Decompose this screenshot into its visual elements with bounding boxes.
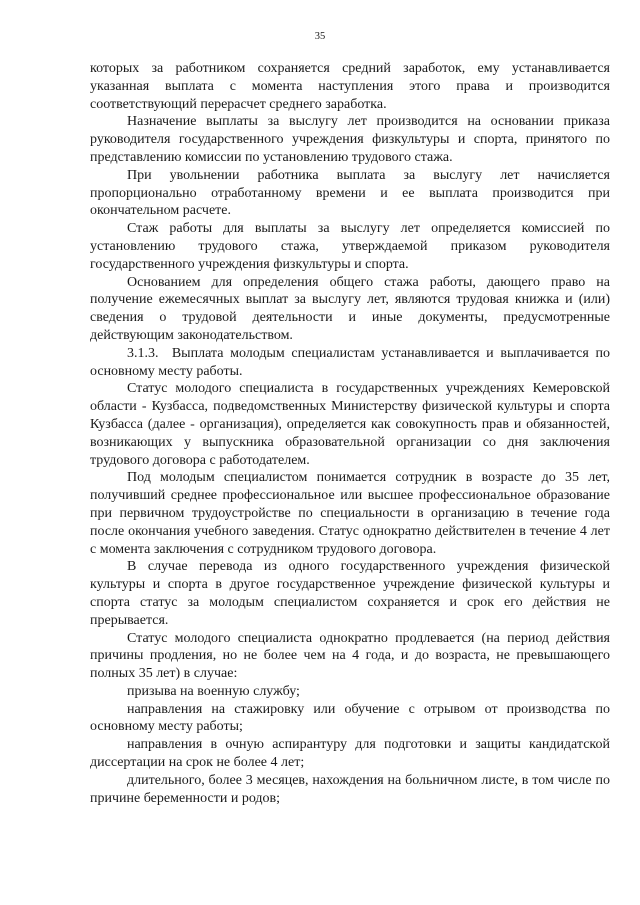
paragraph-1: которых за работником сохраняется средний заработок, ему устанавливается указанная выплата с момента наступления этого права и производится соответствующий перерасчет среднего заработка. [90, 61, 610, 112]
paragraph-7: Статус молодого специалиста в государственных учреждениях Кемеровской области - Кузбасса, подведомственных Министерству физической культуры и спорта Кузбасса (далее - организация), определяется как совокупность прав и обязанностей, возникающих у выпускника образовательной организации со дня заключения трудового договора с работодателем. [90, 381, 610, 468]
paragraph-10: Статус молодого специалиста однократно продлевается (на период действия причины продления, но не более чем на 4 года, и до возраста, не превышающего полных 35 лет) в случае: [90, 630, 610, 682]
paragraph-3: При увольнении работника выплата за выслугу лет начисляется пропорционально отработанному времени и ее выплата производится при окончательном расчете. [90, 167, 610, 219]
paragraph-6: 3.1.3. Выплата молодым специалистам устанавливается и выплачивается по основному месту работы. [90, 345, 610, 379]
list-item-1: призыва на военную службу; [127, 683, 300, 699]
paragraph-2: Назначение выплаты за выслугу лет производится на основании приказа руководителя государственного учреждения физкультуры и спорта, принятого по представлению комиссии по установлению трудового стажа. [90, 114, 610, 165]
paragraph-9: В случае перевода из одного государственного учреждения физической культуры и спорта в другое государственное учреждение физической культуры и спорта статус за молодым специалистом сохраняется и срок его действия не прерывается. [90, 559, 610, 628]
paragraph-5: Основанием для определения общего стажа работы, дающего право на получение ежемесячных выплат за выслугу лет, являются трудовая книжка и (или) сведения о трудовой деятельности и иные документы, предусмотренные действующим законодательством. [90, 274, 610, 343]
paragraph-4: Стаж работы для выплаты за выслугу лет определяется комиссией по установлению трудового стажа, утверждаемой приказом руководителя государственного учреждения физкультуры и спорта. [90, 221, 610, 272]
page-number: 35 [314, 31, 326, 42]
paragraph-8: Под молодым специалистом понимается сотрудник в возрасте до 35 лет, получивший среднее профессиональное или высшее профессиональное образование при первичном трудоустройстве по специальности в организацию в течение года после окончания учебного заведения. Статус однократно действителен в течение 4 лет с момента заключения с сотрудником трудового договора. [90, 470, 610, 557]
document-text [90, 60, 610, 807]
list-item-3: направления в очную аспирантуру для подготовки и защиты кандидатской диссертации на срок не более 4 лет; [90, 737, 610, 771]
list-item-2: направления на стажировку или обучение с отрывом от производства по основному месту работы; [90, 701, 610, 735]
list-item-4: длительного, более 3 месяцев, нахождения на больничном листе, в том числе по причине беременности и родов; [90, 772, 610, 806]
